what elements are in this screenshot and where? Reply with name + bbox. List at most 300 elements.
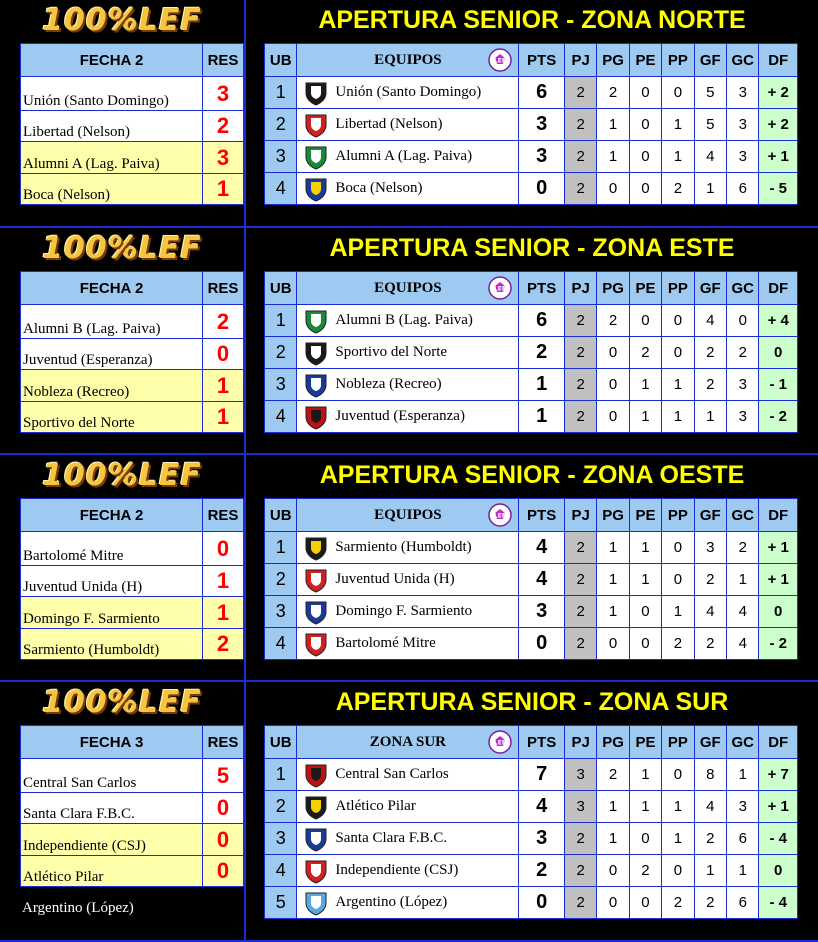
result-team: Nobleza (Recreo): [21, 370, 203, 402]
divider: [244, 455, 246, 682]
result-row: [21, 532, 244, 566]
goal-diff: - 1: [759, 369, 798, 401]
points: 6: [519, 77, 565, 109]
result-team: Juventud (Esperanza): [21, 339, 203, 370]
goal-diff: - 4: [759, 887, 798, 919]
col-pe: PE: [629, 44, 661, 77]
goal-diff: + 2: [759, 109, 798, 141]
team-cell: [297, 532, 519, 564]
lef-logo: 100%LEF: [42, 684, 202, 720]
points: 4: [519, 564, 565, 596]
played: 2: [564, 855, 596, 887]
team-cell: [297, 596, 519, 628]
rank: 2: [265, 109, 297, 141]
team-crest-icon: [303, 176, 329, 202]
col-pts: PTS: [519, 272, 565, 305]
standings-table: [264, 498, 798, 660]
rank: 4: [265, 855, 297, 887]
result-row: [21, 824, 244, 856]
team-name: Sarmiento (Humboldt): [335, 539, 472, 555]
svg-text:LEF: LEF: [494, 285, 507, 293]
result-score: 1: [203, 370, 244, 402]
goal-diff: - 5: [759, 173, 798, 205]
col-pe: PE: [629, 726, 661, 759]
team-crest-icon: [303, 858, 329, 884]
goals-for: 3: [694, 532, 726, 564]
col-pp: PP: [662, 272, 694, 305]
result-team: Alumni A (Lag. Paiva): [21, 142, 203, 174]
col-pp: PP: [662, 44, 694, 77]
standings-row: [265, 596, 798, 628]
standings-row: [265, 855, 798, 887]
drawn: 1: [629, 759, 661, 791]
divider: [244, 682, 246, 942]
goals-against: 6: [727, 823, 759, 855]
res-header: RES: [203, 44, 244, 77]
goal-diff: + 1: [759, 141, 798, 173]
team-cell: [297, 109, 519, 141]
zone-title: APERTURA SENIOR - ZONA NORTE: [318, 5, 746, 34]
result-score: 1: [203, 566, 244, 597]
col-teams: [297, 499, 519, 532]
col-pj: PJ: [564, 726, 596, 759]
drawn: 1: [629, 564, 661, 596]
won: 1: [597, 791, 629, 823]
goal-diff: - 2: [759, 628, 798, 660]
teams-header-label: EQUIPOS: [374, 51, 442, 68]
lost: 1: [662, 791, 694, 823]
standings-row: [265, 173, 798, 205]
divider: [0, 226, 818, 228]
lost: 1: [662, 369, 694, 401]
standings-row: [265, 791, 798, 823]
lost: 0: [662, 564, 694, 596]
results-table: [20, 43, 244, 205]
goals-against: 3: [727, 77, 759, 109]
standings-row: [265, 564, 798, 596]
standings-table: [264, 271, 798, 433]
team-crest-icon: [303, 144, 329, 170]
col-pj: PJ: [564, 44, 596, 77]
won: 1: [597, 823, 629, 855]
team-cell: [297, 141, 519, 173]
rank: 4: [265, 628, 297, 660]
team-crest-icon: [303, 890, 329, 916]
team-name: Libertad (Nelson): [335, 116, 443, 132]
lef-logo: 100%LEF: [42, 2, 202, 38]
played: 2: [564, 532, 596, 564]
res-header: RES: [203, 726, 244, 759]
won: 1: [597, 141, 629, 173]
points: 7: [519, 759, 565, 791]
drawn: 2: [629, 337, 661, 369]
standings-row: [265, 401, 798, 433]
rank: 3: [265, 823, 297, 855]
result-row: [21, 142, 244, 174]
played: 3: [564, 791, 596, 823]
zone-section: [0, 455, 818, 682]
col-pts: PTS: [519, 499, 565, 532]
rank: 1: [265, 77, 297, 109]
divider: [244, 228, 246, 455]
played: 2: [564, 628, 596, 660]
col-ub: UB: [265, 499, 297, 532]
goals-for: 4: [694, 305, 726, 337]
team-cell: [297, 823, 519, 855]
col-pg: PG: [597, 499, 629, 532]
zone-title: APERTURA SENIOR - ZONA OESTE: [319, 460, 745, 489]
col-df: DF: [759, 726, 798, 759]
standings-row: [265, 141, 798, 173]
rank: 5: [265, 887, 297, 919]
goals-against: 2: [727, 532, 759, 564]
points: 3: [519, 141, 565, 173]
goal-diff: + 2: [759, 77, 798, 109]
rank: 1: [265, 759, 297, 791]
won: 0: [597, 628, 629, 660]
svg-text:LEF: LEF: [494, 739, 507, 747]
team-cell: [297, 173, 519, 205]
col-pts: PTS: [519, 44, 565, 77]
zone-title: APERTURA SENIOR - ZONA ESTE: [329, 233, 735, 262]
team-crest-icon: [303, 372, 329, 398]
goals-for: 8: [694, 759, 726, 791]
result-team: Sportivo del Norte: [21, 402, 203, 433]
won: 0: [597, 173, 629, 205]
result-score: 5: [203, 759, 244, 793]
result-team: Boca (Nelson): [21, 174, 203, 205]
results-table: [20, 725, 244, 887]
result-team: Libertad (Nelson): [21, 111, 203, 142]
result-score: 0: [203, 532, 244, 566]
col-teams: [297, 272, 519, 305]
won: 1: [597, 532, 629, 564]
played: 2: [564, 887, 596, 919]
results-table: [20, 271, 244, 433]
team-crest-icon: [303, 762, 329, 788]
played: 2: [564, 369, 596, 401]
teams-header-label: EQUIPOS: [374, 279, 442, 296]
result-row: [21, 339, 244, 370]
goals-against: 6: [727, 887, 759, 919]
goals-for: 4: [694, 596, 726, 628]
goal-diff: + 4: [759, 305, 798, 337]
col-pp: PP: [662, 726, 694, 759]
result-score: 1: [203, 402, 244, 433]
standings-row: [265, 337, 798, 369]
result-team: Juventud Unida (H): [21, 566, 203, 597]
result-row: [21, 793, 244, 824]
result-score: 3: [203, 142, 244, 174]
goals-for: 2: [694, 564, 726, 596]
team-crest-icon: [303, 567, 329, 593]
goals-for: 4: [694, 791, 726, 823]
rank: 1: [265, 305, 297, 337]
team-name: Unión (Santo Domingo): [335, 84, 482, 100]
lost: 1: [662, 401, 694, 433]
col-df: DF: [759, 499, 798, 532]
result-row: [21, 566, 244, 597]
drawn: 0: [629, 823, 661, 855]
goals-for: 2: [694, 887, 726, 919]
divider: [244, 0, 246, 228]
col-pj: PJ: [564, 499, 596, 532]
result-team: Unión (Santo Domingo): [21, 77, 203, 111]
goals-against: 3: [727, 401, 759, 433]
result-score: 1: [203, 597, 244, 629]
standings-row: [265, 369, 798, 401]
team-cell: [297, 759, 519, 791]
team-name: Alumni A (Lag. Paiva): [335, 148, 473, 164]
col-pe: PE: [629, 272, 661, 305]
lef-logo: 100%LEF: [42, 457, 202, 493]
col-gc: GC: [727, 726, 759, 759]
result-score: 0: [203, 793, 244, 824]
played: 2: [564, 337, 596, 369]
result-score: 0: [203, 339, 244, 370]
goals-for: 1: [694, 401, 726, 433]
result-row: [21, 111, 244, 142]
lost: 0: [662, 532, 694, 564]
result-row: [21, 77, 244, 111]
col-pts: PTS: [519, 726, 565, 759]
team-cell: [297, 887, 519, 919]
goals-for: 2: [694, 823, 726, 855]
won: 0: [597, 855, 629, 887]
col-pp: PP: [662, 499, 694, 532]
zone-section: [0, 0, 818, 228]
standings-row: [265, 109, 798, 141]
lef-ball-icon: [488, 48, 512, 72]
points: 4: [519, 791, 565, 823]
won: 0: [597, 369, 629, 401]
result-row: [21, 370, 244, 402]
result-team: Central San Carlos: [21, 759, 203, 793]
result-score: 3: [203, 77, 244, 111]
goal-diff: 0: [759, 855, 798, 887]
played: 2: [564, 596, 596, 628]
team-cell: [297, 564, 519, 596]
rank: 2: [265, 337, 297, 369]
goals-for: 4: [694, 141, 726, 173]
won: 1: [597, 596, 629, 628]
team-cell: [297, 401, 519, 433]
col-df: DF: [759, 44, 798, 77]
points: 1: [519, 401, 565, 433]
lef-logo: 100%LEF: [42, 230, 202, 266]
rank: 3: [265, 596, 297, 628]
played: 2: [564, 173, 596, 205]
col-ub: UB: [265, 272, 297, 305]
result-score: 0: [203, 856, 244, 887]
points: 0: [519, 173, 565, 205]
result-row: [21, 402, 244, 433]
result-team: Domingo F. Sarmiento: [21, 597, 203, 629]
goals-against: 3: [727, 109, 759, 141]
won: 2: [597, 77, 629, 109]
zone-section: [0, 228, 818, 455]
result-row: [21, 759, 244, 793]
result-team: Atlético Pilar: [21, 856, 203, 887]
goals-for: 2: [694, 337, 726, 369]
goals-against: 4: [727, 628, 759, 660]
col-gc: GC: [727, 44, 759, 77]
team-name: Bartolomé Mitre: [335, 635, 436, 651]
drawn: 0: [629, 173, 661, 205]
team-crest-icon: [303, 112, 329, 138]
team-name: Nobleza (Recreo): [335, 376, 442, 392]
lost: 0: [662, 759, 694, 791]
goals-for: 2: [694, 628, 726, 660]
goals-for: 1: [694, 173, 726, 205]
standings-table: [264, 725, 798, 919]
col-pg: PG: [597, 44, 629, 77]
zone-title: APERTURA SENIOR - ZONA SUR: [335, 687, 729, 716]
team-name: Alumni B (Lag. Paiva): [335, 312, 473, 328]
standings-row: [265, 628, 798, 660]
col-pe: PE: [629, 499, 661, 532]
team-name: Argentino (López): [335, 894, 448, 910]
team-name: Domingo F. Sarmiento: [335, 603, 473, 619]
svg-text:LEF: LEF: [494, 512, 507, 520]
lost: 1: [662, 109, 694, 141]
result-score: 0: [203, 824, 244, 856]
played: 2: [564, 109, 596, 141]
lost: 0: [662, 77, 694, 109]
res-header: RES: [203, 499, 244, 532]
played: 2: [564, 305, 596, 337]
team-crest-icon: [303, 308, 329, 334]
zone-section: [0, 682, 818, 942]
points: 4: [519, 532, 565, 564]
won: 1: [597, 564, 629, 596]
points: 0: [519, 887, 565, 919]
lost: 1: [662, 141, 694, 173]
drawn: 0: [629, 305, 661, 337]
team-cell: [297, 337, 519, 369]
points: 3: [519, 823, 565, 855]
lef-ball-icon: [488, 730, 512, 754]
standings-row: [265, 532, 798, 564]
fecha-header: FECHA 2: [21, 499, 203, 532]
team-cell: [297, 791, 519, 823]
goals-for: 5: [694, 77, 726, 109]
team-name: Juventud (Esperanza): [335, 408, 465, 424]
col-teams: [297, 726, 519, 759]
lost: 0: [662, 305, 694, 337]
teams-header-label: ZONA SUR: [369, 733, 447, 750]
team-cell: [297, 77, 519, 109]
points: 2: [519, 337, 565, 369]
team-crest-icon: [303, 80, 329, 106]
team-crest-icon: [303, 631, 329, 657]
standings-table: [264, 43, 798, 205]
goals-against: 3: [727, 141, 759, 173]
result-row: [21, 597, 244, 629]
svg-text:LEF: LEF: [494, 57, 507, 65]
played: 2: [564, 823, 596, 855]
result-score: 2: [203, 305, 244, 339]
result-score: 2: [203, 629, 244, 660]
lost: 0: [662, 855, 694, 887]
goals-against: 0: [727, 305, 759, 337]
rank: 1: [265, 532, 297, 564]
drawn: 1: [629, 369, 661, 401]
won: 2: [597, 759, 629, 791]
team-name: Sportivo del Norte: [335, 344, 448, 360]
played: 2: [564, 401, 596, 433]
goals-for: 2: [694, 369, 726, 401]
result-team: Independiente (CSJ): [21, 824, 203, 856]
divider: [0, 680, 818, 682]
bye-team: Argentino (López): [22, 900, 134, 916]
col-gc: GC: [727, 272, 759, 305]
points: 6: [519, 305, 565, 337]
points: 2: [519, 855, 565, 887]
team-name: Santa Clara F.B.C.: [335, 830, 448, 846]
goals-against: 4: [727, 596, 759, 628]
team-cell: [297, 628, 519, 660]
lost: 1: [662, 596, 694, 628]
lost: 2: [662, 628, 694, 660]
drawn: 1: [629, 532, 661, 564]
col-df: DF: [759, 272, 798, 305]
fecha-header: FECHA 2: [21, 272, 203, 305]
result-score: 2: [203, 111, 244, 142]
team-cell: [297, 369, 519, 401]
won: 0: [597, 887, 629, 919]
drawn: 0: [629, 109, 661, 141]
drawn: 0: [629, 628, 661, 660]
team-crest-icon: [303, 535, 329, 561]
lef-ball-icon: [488, 276, 512, 300]
goals-against: 1: [727, 564, 759, 596]
col-ub: UB: [265, 44, 297, 77]
result-team: Sarmiento (Humboldt): [21, 629, 203, 660]
standings-row: [265, 823, 798, 855]
goal-diff: + 1: [759, 532, 798, 564]
points: 1: [519, 369, 565, 401]
result-team: Bartolomé Mitre: [21, 532, 203, 566]
standings-row: [265, 887, 798, 919]
drawn: 2: [629, 855, 661, 887]
team-cell: [297, 305, 519, 337]
col-pj: PJ: [564, 272, 596, 305]
drawn: 0: [629, 141, 661, 173]
rank: 3: [265, 369, 297, 401]
team-crest-icon: [303, 404, 329, 430]
col-pg: PG: [597, 272, 629, 305]
goal-diff: 0: [759, 337, 798, 369]
rank: 4: [265, 173, 297, 205]
teams-header-label: EQUIPOS: [374, 506, 442, 523]
goals-against: 3: [727, 791, 759, 823]
standings-row: [265, 77, 798, 109]
team-cell: [297, 855, 519, 887]
team-name: Atlético Pilar: [335, 798, 416, 814]
rank: 4: [265, 401, 297, 433]
drawn: 1: [629, 791, 661, 823]
lef-ball-icon: [488, 503, 512, 527]
result-score: 1: [203, 174, 244, 205]
result-row: [21, 629, 244, 660]
lost: 2: [662, 173, 694, 205]
played: 2: [564, 77, 596, 109]
rank: 2: [265, 564, 297, 596]
goals-for: 1: [694, 855, 726, 887]
fecha-header: FECHA 3: [21, 726, 203, 759]
played: 3: [564, 759, 596, 791]
